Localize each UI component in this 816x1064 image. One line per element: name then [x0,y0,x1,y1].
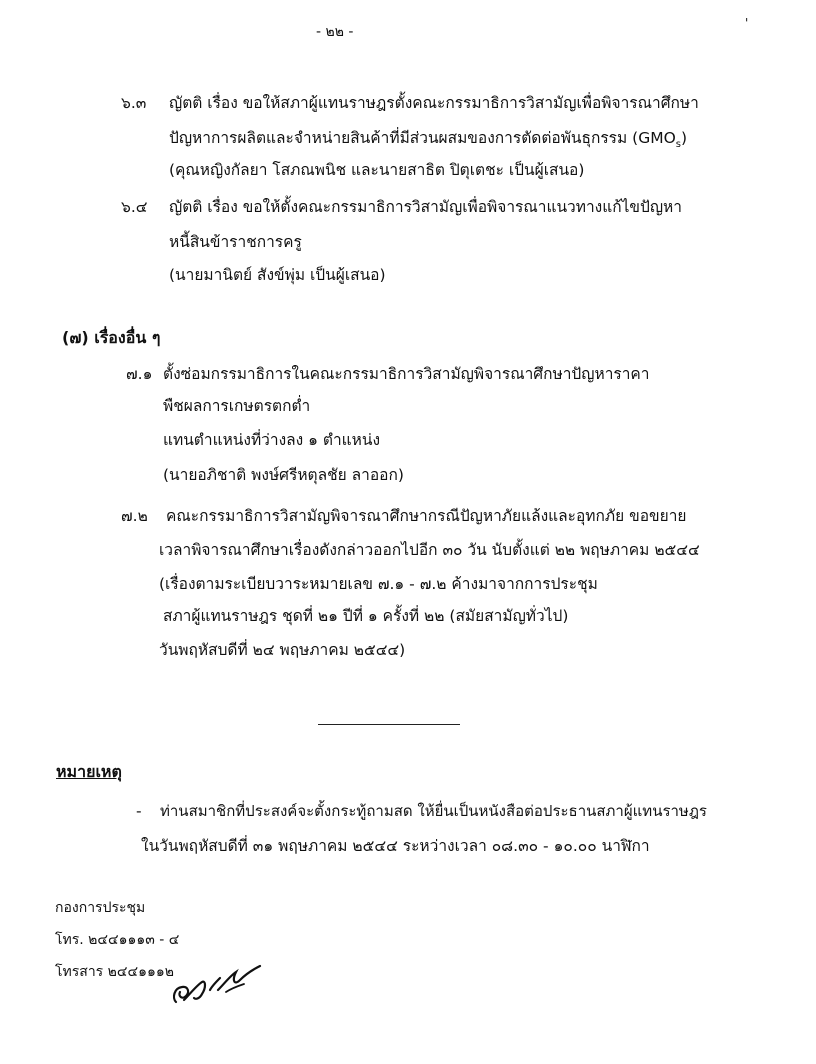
item-line: คณะกรรมาธิการวิสามัญพิจารณาศึกษากรณีปัญหาภัยแล้งและอุทกภัย ขอขยาย [166,507,687,525]
note-bullet: - [136,802,142,820]
handwritten-signature [166,960,266,1020]
item-line: (เรื่องตามระเบียบวาระหมายเลข ๗.๑ - ๗.๒ ค้างมาจากการประชุม [159,575,598,593]
closing-paren: ) [681,129,688,147]
gmo-subscript: s [675,139,682,151]
page-number: - ๒๒ - [316,24,354,40]
item-proposer: (คุณหญิงกัลยา โสภณพนิช และนายสาธิต ปิตุเตชะ เป็นผู้เสนอ) [169,161,585,179]
section-heading: (๗) เรื่องอื่น ๆ [62,328,161,347]
item-line: ญัตติ เรื่อง ขอให้สภาผู้แทนราษฎรตั้งคณะกรรมาธิการวิสามัญเพื่อพิจารณาศึกษา [169,94,699,112]
item-proposer: (นายมานิตย์ สังข์พุ่ม เป็นผู้เสนอ) [169,266,386,284]
item-line: เวลาพิจารณาศึกษาเรื่องดังกล่าวออกไปอีก ๓๐ วัน นับตั้งแต่ ๒๒ พฤษภาคม ๒๕๔๔ [159,541,700,559]
footer-department: กองการประชุม [55,900,146,916]
item-line-text: ปัญหาการผลิตและจำหน่ายสินค้าที่มีส่วนผสมของการตัดต่อพันธุกรรม (GMO [169,129,676,147]
note-line: ท่านสมาชิกที่ประสงค์จะตั้งกระทู้ถามสด ให้ยื่นเป็นหนังสือต่อประธานสภาผู้แทนราษฎร [160,802,707,820]
item-line: (นายอภิชาติ พงษ์ศรีหตุลชัย ลาออก) [163,466,404,484]
item-line: สภาผู้แทนราษฎร ชุดที่ ๒๑ ปีที่ ๑ ครั้งที่ ๒๒ (สมัยสามัญทั่วไป) [163,607,569,625]
item-line-gmo [169,128,687,155]
footer-phone: โทร. ๒๔๔๑๑๑๓ - ๔ [55,932,180,948]
divider [318,724,460,725]
item-number: ๗.๒ [121,507,148,525]
item-line: ตั้งซ่อมกรรมาธิการในคณะกรรมาธิการวิสามัญพิจารณาศึกษาปัญหาราคา [163,365,650,383]
item-line: วันพฤหัสบดีที่ ๒๔ พฤษภาคม ๒๕๔๔) [159,641,406,659]
item-line: พืชผลการเกษตรตกต่ำ [163,397,311,415]
item-line: ญัตติ เรื่อง ขอให้ตั้งคณะกรรมาธิการวิสามัญเพื่อพิจารณาแนวทางแก้ไขปัญหา [169,198,682,216]
corner-mark: ' [745,16,749,30]
footer-fax: โทรสาร ๒๔๔๑๑๑๒ [55,964,174,980]
item-line: หนี้สินข้าราชการครู [169,233,302,251]
item-number: ๗.๑ [126,365,153,383]
note-heading: หมายเหตุ [56,762,122,781]
item-number: ๖.๓ [121,94,147,112]
note-line: ในวันพฤหัสบดีที่ ๓๑ พฤษภาคม ๒๕๔๔ ระหว่างเวลา ๐๘.๓๐ - ๑๐.๐๐ นาฬิกา [141,837,650,855]
item-line: แทนตำแหน่งที่ว่างลง ๑ ตำแหน่ง [163,431,381,449]
item-number: ๖.๔ [121,198,148,216]
